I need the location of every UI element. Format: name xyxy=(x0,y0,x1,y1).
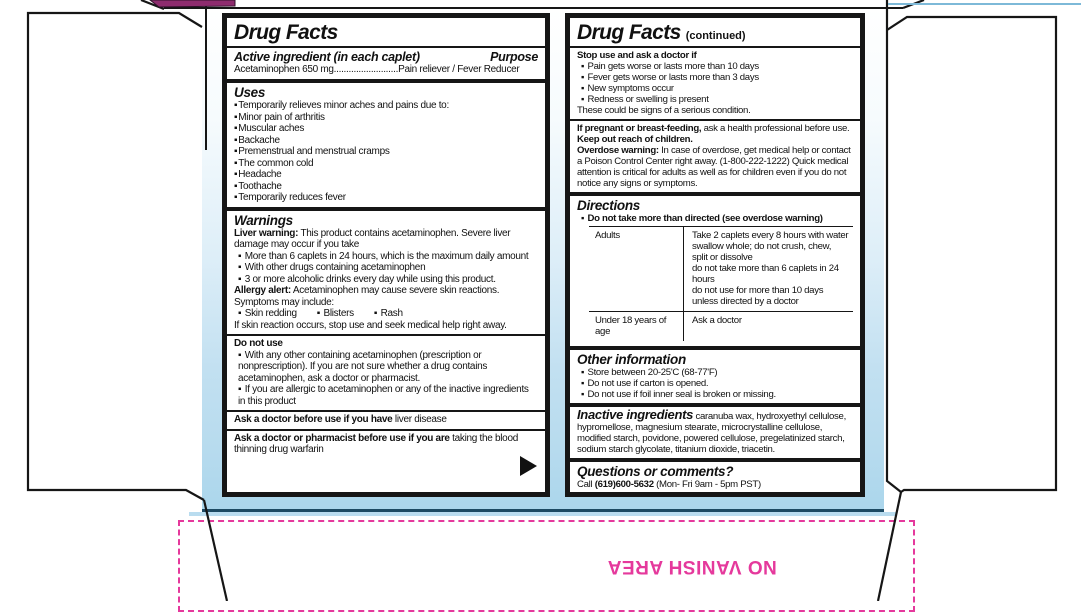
purpose-value: Pain reliever / Fever Reducer xyxy=(398,64,520,75)
call-hours: (Mon- Fri 9am - 5pm PST) xyxy=(656,479,761,490)
liver-warning-list xyxy=(234,251,538,286)
liver-warning-label: Liver warning: xyxy=(234,227,299,239)
top-right-cut-line xyxy=(903,0,924,8)
other-information-list xyxy=(577,367,853,400)
pregnancy-bold: If pregnant or breast-feeding, xyxy=(577,123,702,134)
continued-label: (continued) xyxy=(685,30,746,42)
directions-line: swallow whole; do not crush, chew, split or dissolve xyxy=(692,241,832,263)
phone-number: (619)600-5632 xyxy=(594,479,654,490)
stop-use-list xyxy=(577,61,853,105)
drug-facts-panel-left xyxy=(222,13,550,497)
stop-use-item: ▪ New symptoms occur xyxy=(577,83,853,94)
allergy-alert-text: Acetaminophen may cause severe skin reactions. xyxy=(292,285,500,296)
do-not-use-section xyxy=(227,336,545,410)
other-information-section xyxy=(570,350,860,403)
skin-reaction-note: If skin reaction occurs, stop use and seek medical help right away. xyxy=(234,319,507,331)
directions-line: do not take more than 6 caplets in 24 hours xyxy=(692,263,839,285)
active-ingredient-section xyxy=(227,48,545,79)
other-information-item: ▪ Do not use if carton is opened. xyxy=(577,378,853,389)
symptoms-intro: Symptoms may include: xyxy=(234,296,334,308)
drug-facts-title-continued: Drug Facts xyxy=(577,21,681,44)
pregnancy-rest: ask a health professional before use. xyxy=(703,123,850,134)
warnings-section xyxy=(227,211,545,335)
uses-item: ▪ Temporarily relieves minor aches and pains due to: xyxy=(234,100,538,112)
ask-doctor-rest: liver disease xyxy=(394,414,447,425)
directions-instructions xyxy=(683,227,853,311)
inactive-ingredients-heading: Inactive ingredients xyxy=(577,407,694,422)
directions-line: do not use for more than 10 days unless directed by a doctor xyxy=(692,285,824,307)
active-ingredient-heading: Active ingredient (in each caplet) xyxy=(234,50,420,64)
uses-item: ▪ Toothache xyxy=(234,181,538,193)
other-information-item: ▪ Store between 20-25'C (68-77'F) xyxy=(577,367,853,378)
other-information-item: ▪ Do not use if foil inner seal is broken or missing. xyxy=(577,389,853,400)
right-flap-outline xyxy=(887,17,1056,492)
call-prefix: Call xyxy=(577,479,593,490)
directions-line: Take 2 caplets every 8 hours with water xyxy=(692,230,849,241)
uses-item: ▪ Backache xyxy=(234,135,538,147)
stop-use-item: ▪ Pain gets worse or lasts more than 10 days xyxy=(577,61,853,72)
directions-instructions xyxy=(683,312,853,341)
directions-table xyxy=(589,226,853,341)
no-vanish-label: NO VANISH AREA xyxy=(607,556,777,577)
inactive-ingredients-section xyxy=(570,407,860,458)
directions-note: ▪ Do not take more than directed (see overdose warning) xyxy=(577,213,853,224)
left-flap-outline xyxy=(28,13,204,500)
drug-facts-title: Drug Facts xyxy=(234,21,338,44)
directions-age-group: Under 18 years of age xyxy=(595,315,667,337)
uses-item: ▪ Muscular aches xyxy=(234,123,538,135)
right-flap-fold-edge xyxy=(887,0,901,492)
questions-heading: Questions or comments? xyxy=(577,464,734,479)
directions-heading: Directions xyxy=(577,198,641,213)
directions-section xyxy=(570,196,860,346)
ask-doctor-bold: Ask a doctor before use if you have xyxy=(234,414,393,425)
ask-doctor-section xyxy=(227,412,545,429)
ask-pharmacist-section xyxy=(227,431,545,459)
stop-use-heading: Stop use and ask a doctor if xyxy=(577,50,697,61)
panel-bottom-edge-light xyxy=(189,512,896,516)
symptom-item: ▪ Skin redding xyxy=(234,308,297,320)
uses-section xyxy=(227,83,545,207)
continue-arrow-icon xyxy=(520,456,537,476)
leader-dots: .......................... xyxy=(333,64,399,75)
drug-facts-title-row xyxy=(227,18,545,46)
drug-facts-panel-right xyxy=(565,13,865,497)
uses-item: ▪ The common cold xyxy=(234,158,538,170)
uses-item: ▪ Minor pain of arthritis xyxy=(234,112,538,124)
uses-item: ▪ Premenstrual and menstrual cramps xyxy=(234,146,538,158)
do-not-use-list xyxy=(234,350,538,408)
top-left-cut-line xyxy=(141,0,164,9)
uses-list xyxy=(234,100,538,204)
directions-line: Ask a doctor xyxy=(692,315,742,326)
keep-out-of-reach: Keep out reach of children. xyxy=(577,134,693,145)
overdose-warning-text: In case of overdose, get medical help or contact a Poison Control Center right away. (1-800-222-1222) Quick medical attention is critical for adults as well as for children even if you do not notice any signs or symptoms. xyxy=(577,145,851,189)
warning-item: ▪ 3 or more alcoholic drinks every day while using this product. xyxy=(234,274,538,286)
pregnancy-section xyxy=(570,121,860,192)
purpose-heading: Purpose xyxy=(490,50,538,64)
ingredient-name: Acetaminophen 650 mg xyxy=(234,64,334,75)
stop-use-footer: These could be signs of a serious condition. xyxy=(577,105,751,116)
questions-section xyxy=(570,462,860,493)
uses-heading: Uses xyxy=(234,85,266,100)
liver-warning-text: This product contains acetaminophen. Severe liver damage may occur if you take xyxy=(234,227,511,250)
ask-pharmacist-rest: taking the blood thinning drug warfarin xyxy=(234,432,518,455)
stop-use-item: ▪ Fever gets worse or lasts more than 3 days xyxy=(577,72,853,83)
stop-use-section xyxy=(570,48,860,119)
warning-item: ▪ More than 6 caplets in 24 hours, which is the maximum daily amount xyxy=(234,251,538,263)
overdose-warning-label: Overdose warning: xyxy=(577,145,659,156)
symptom-list xyxy=(234,308,538,320)
stop-use-item: ▪ Redness or swelling is present xyxy=(577,94,853,105)
ask-pharmacist-bold: Ask a doctor or pharmacist before use if you are xyxy=(234,432,450,444)
table-row xyxy=(589,227,853,311)
do-not-use-heading: Do not use xyxy=(234,338,283,349)
uses-item: ▪ Temporarily reduces fever xyxy=(234,192,538,204)
carton-main-panel xyxy=(202,8,884,509)
symptom-item: ▪ Rash xyxy=(370,308,403,320)
directions-age-group: Adults xyxy=(595,230,620,241)
do-not-use-item: ▪ If you are allergic to acetaminophen or any of the inactive ingredients in this product xyxy=(234,384,538,407)
no-vanish-area xyxy=(178,520,915,612)
warning-item: ▪ With other drugs containing acetaminophen xyxy=(234,262,538,274)
purple-tab xyxy=(150,0,235,7)
uses-item: ▪ Headache xyxy=(234,169,538,181)
allergy-alert-label: Allergy alert: xyxy=(234,285,291,296)
do-not-use-item: ▪ With any other containing acetaminophen (prescription or nonprescription). If you are not sure whether a drug contains acetaminophen, ask a doctor or pharmacist. xyxy=(234,350,538,385)
symptom-item: ▪ Blisters xyxy=(313,308,354,320)
inactive-ingredients-text: caranuba wax, hydroxyethyl cellulose, hypromellose, magnesium stearate, microcrystalline cellulose, modified starch, povidone, powered cellulose, pregelatinized starch, sodium starch glycolate, titanium dioxide, triacetin. xyxy=(577,411,846,455)
other-information-heading: Other information xyxy=(577,352,686,367)
table-row xyxy=(589,311,853,341)
warnings-heading: Warnings xyxy=(234,212,293,228)
